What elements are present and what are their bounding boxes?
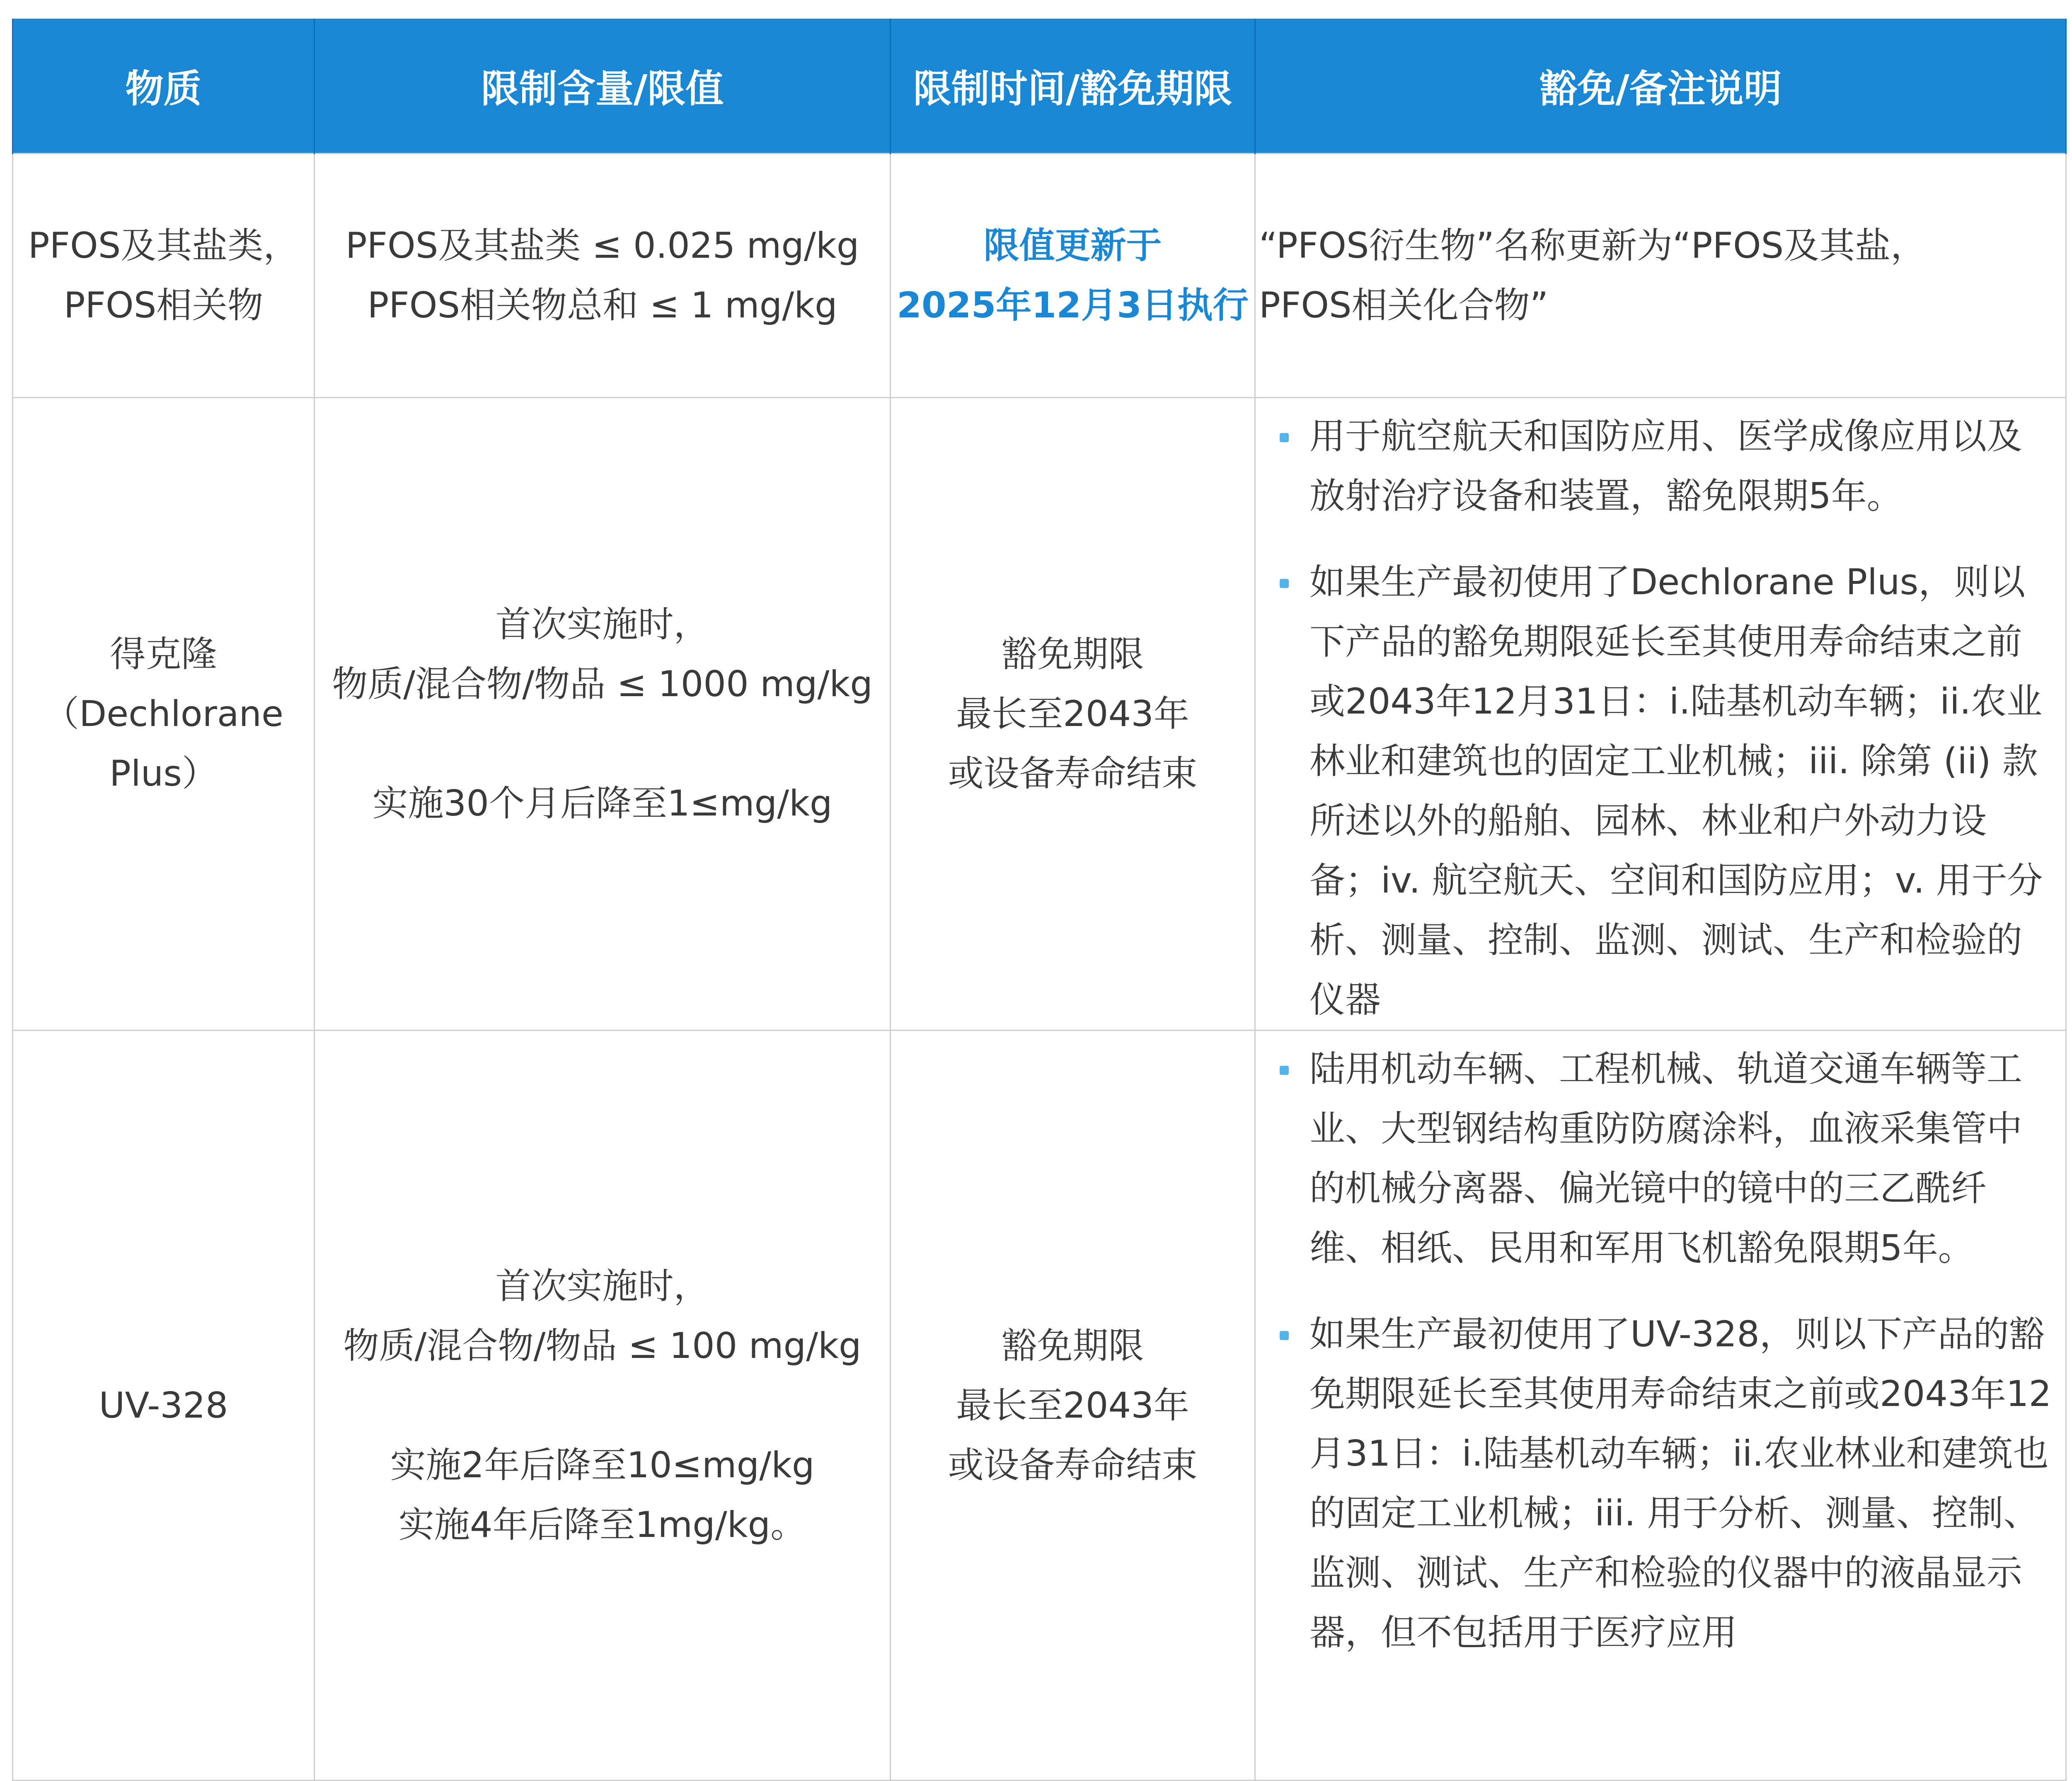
table-row-dechlorane-plus	[13, 398, 2066, 1031]
limit-line: 首次实施时，	[495, 1265, 709, 1307]
notes-line: “PFOS衍生物”名称更新为“PFOS及其盐，	[1259, 225, 1927, 266]
notes-list	[1264, 407, 2057, 1030]
notes-text: 如果生产最初使用了Dechlorane Plus，则以下产品的豁免期限延长至其使用寿命结束之前或2043年12月31日：i.陆基机动车辆；ii.农业林业和建筑也的固定工业机械；iii. 除第 (ii) 款所述以外的船舶、园林、林业和户外动力设备；iv. 航空航天、空间和国防应用；v. 用于分析、测量、控制、监测、测试、生产和检验的仪器	[1310, 561, 2043, 1021]
cell-substance	[13, 154, 315, 398]
list-item	[1264, 1039, 2057, 1278]
cell-substance	[13, 398, 315, 1031]
table-row-uv-328	[13, 1031, 2066, 1781]
cell-notes	[1255, 154, 2066, 398]
time-line: 豁免期限	[1001, 634, 1144, 675]
time-line: 或设备寿命结束	[948, 1444, 1198, 1486]
notes-text: 用于航空航天和国防应用、医学成像应用以及放射治疗设备和装置，豁免限期5年。	[1310, 416, 2022, 517]
bullet-icon	[1280, 1331, 1289, 1340]
limit-line: 首次实施时，	[495, 604, 709, 645]
cell-notes	[1255, 1031, 2066, 1781]
substance-line: Plus）	[109, 753, 218, 794]
time-line: 或设备寿命结束	[948, 753, 1198, 794]
limit-line: 实施2年后降至10≤mg/kg	[390, 1444, 815, 1486]
notes-list	[1264, 1039, 2057, 1662]
substance-line: 得克隆	[110, 634, 217, 675]
list-item	[1264, 552, 2057, 1030]
table-row-pfos	[13, 154, 2066, 398]
cell-time	[891, 1031, 1255, 1781]
cell-time	[891, 154, 1255, 398]
limit-line: PFOS相关物总和 ≤ 1 mg/kg	[367, 285, 838, 326]
limit-line: PFOS及其盐类 ≤ 0.025 mg/kg	[345, 225, 859, 266]
header-limit: 限制含量/限值	[315, 19, 891, 154]
limit-line: 物质/混合物/物品 ≤ 1000 mg/kg	[332, 663, 873, 705]
limit-spacer	[321, 714, 884, 774]
substance-line: （Dechlorane	[44, 693, 283, 735]
notes-text: 如果生产最初使用了UV-328，则以下产品的豁免期限延长至其使用寿命结束之前或2043年12月31日：i.陆基机动车辆；ii.农业林业和建筑也的固定工业机械；iii. 用于分析、测量、控制、监测、测试、生产和检验的仪器中的液晶显示器，但不包括用于医疗应用	[1310, 1314, 2052, 1653]
cell-limit	[315, 1031, 891, 1781]
list-item	[1264, 407, 2057, 526]
limit-line: 实施30个月后降至1≤mg/kg	[372, 783, 833, 824]
cell-limit	[315, 154, 891, 398]
list-item	[1264, 1304, 2057, 1662]
substance-line: PFOS相关物	[63, 285, 264, 326]
regulation-table	[12, 19, 2067, 1781]
table-header-row	[13, 19, 2066, 154]
time-line: 豁免期限	[1001, 1325, 1144, 1367]
substance-line: UV-328	[99, 1384, 228, 1426]
substance-line: PFOS及其盐类，	[28, 225, 299, 266]
notes-line: PFOS相关化合物”	[1259, 285, 1549, 326]
cell-limit	[315, 398, 891, 1031]
bullet-icon	[1280, 1066, 1289, 1075]
limit-line: 实施4年后降至1mg/kg。	[398, 1504, 806, 1546]
time-highlight-line: 限值更新于	[983, 225, 1162, 266]
time-highlight-line: 2025年12月3日执行	[897, 285, 1249, 326]
cell-notes	[1255, 398, 2066, 1031]
header-substance: 物质	[13, 19, 315, 154]
header-time: 限制时间/豁免期限	[891, 19, 1255, 154]
regulation-table-container	[12, 19, 2065, 1781]
cell-time	[891, 398, 1255, 1031]
notes-text: 陆用机动车辆、工程机械、轨道交通车辆等工业、大型钢结构重防防腐涂料，血液采集管中的机械分离器、偏光镜中的镜中的三乙酰纤维、相纸、民用和军用飞机豁免限期5年。	[1310, 1048, 2022, 1269]
time-line: 最长至2043年	[956, 693, 1189, 735]
bullet-icon	[1280, 579, 1289, 588]
header-notes: 豁免/备注说明	[1255, 19, 2066, 154]
cell-substance	[13, 1031, 315, 1781]
limit-line: 物质/混合物/物品 ≤ 100 mg/kg	[343, 1325, 862, 1367]
bullet-icon	[1280, 433, 1289, 442]
time-line: 最长至2043年	[956, 1384, 1189, 1426]
limit-spacer	[321, 1376, 884, 1435]
